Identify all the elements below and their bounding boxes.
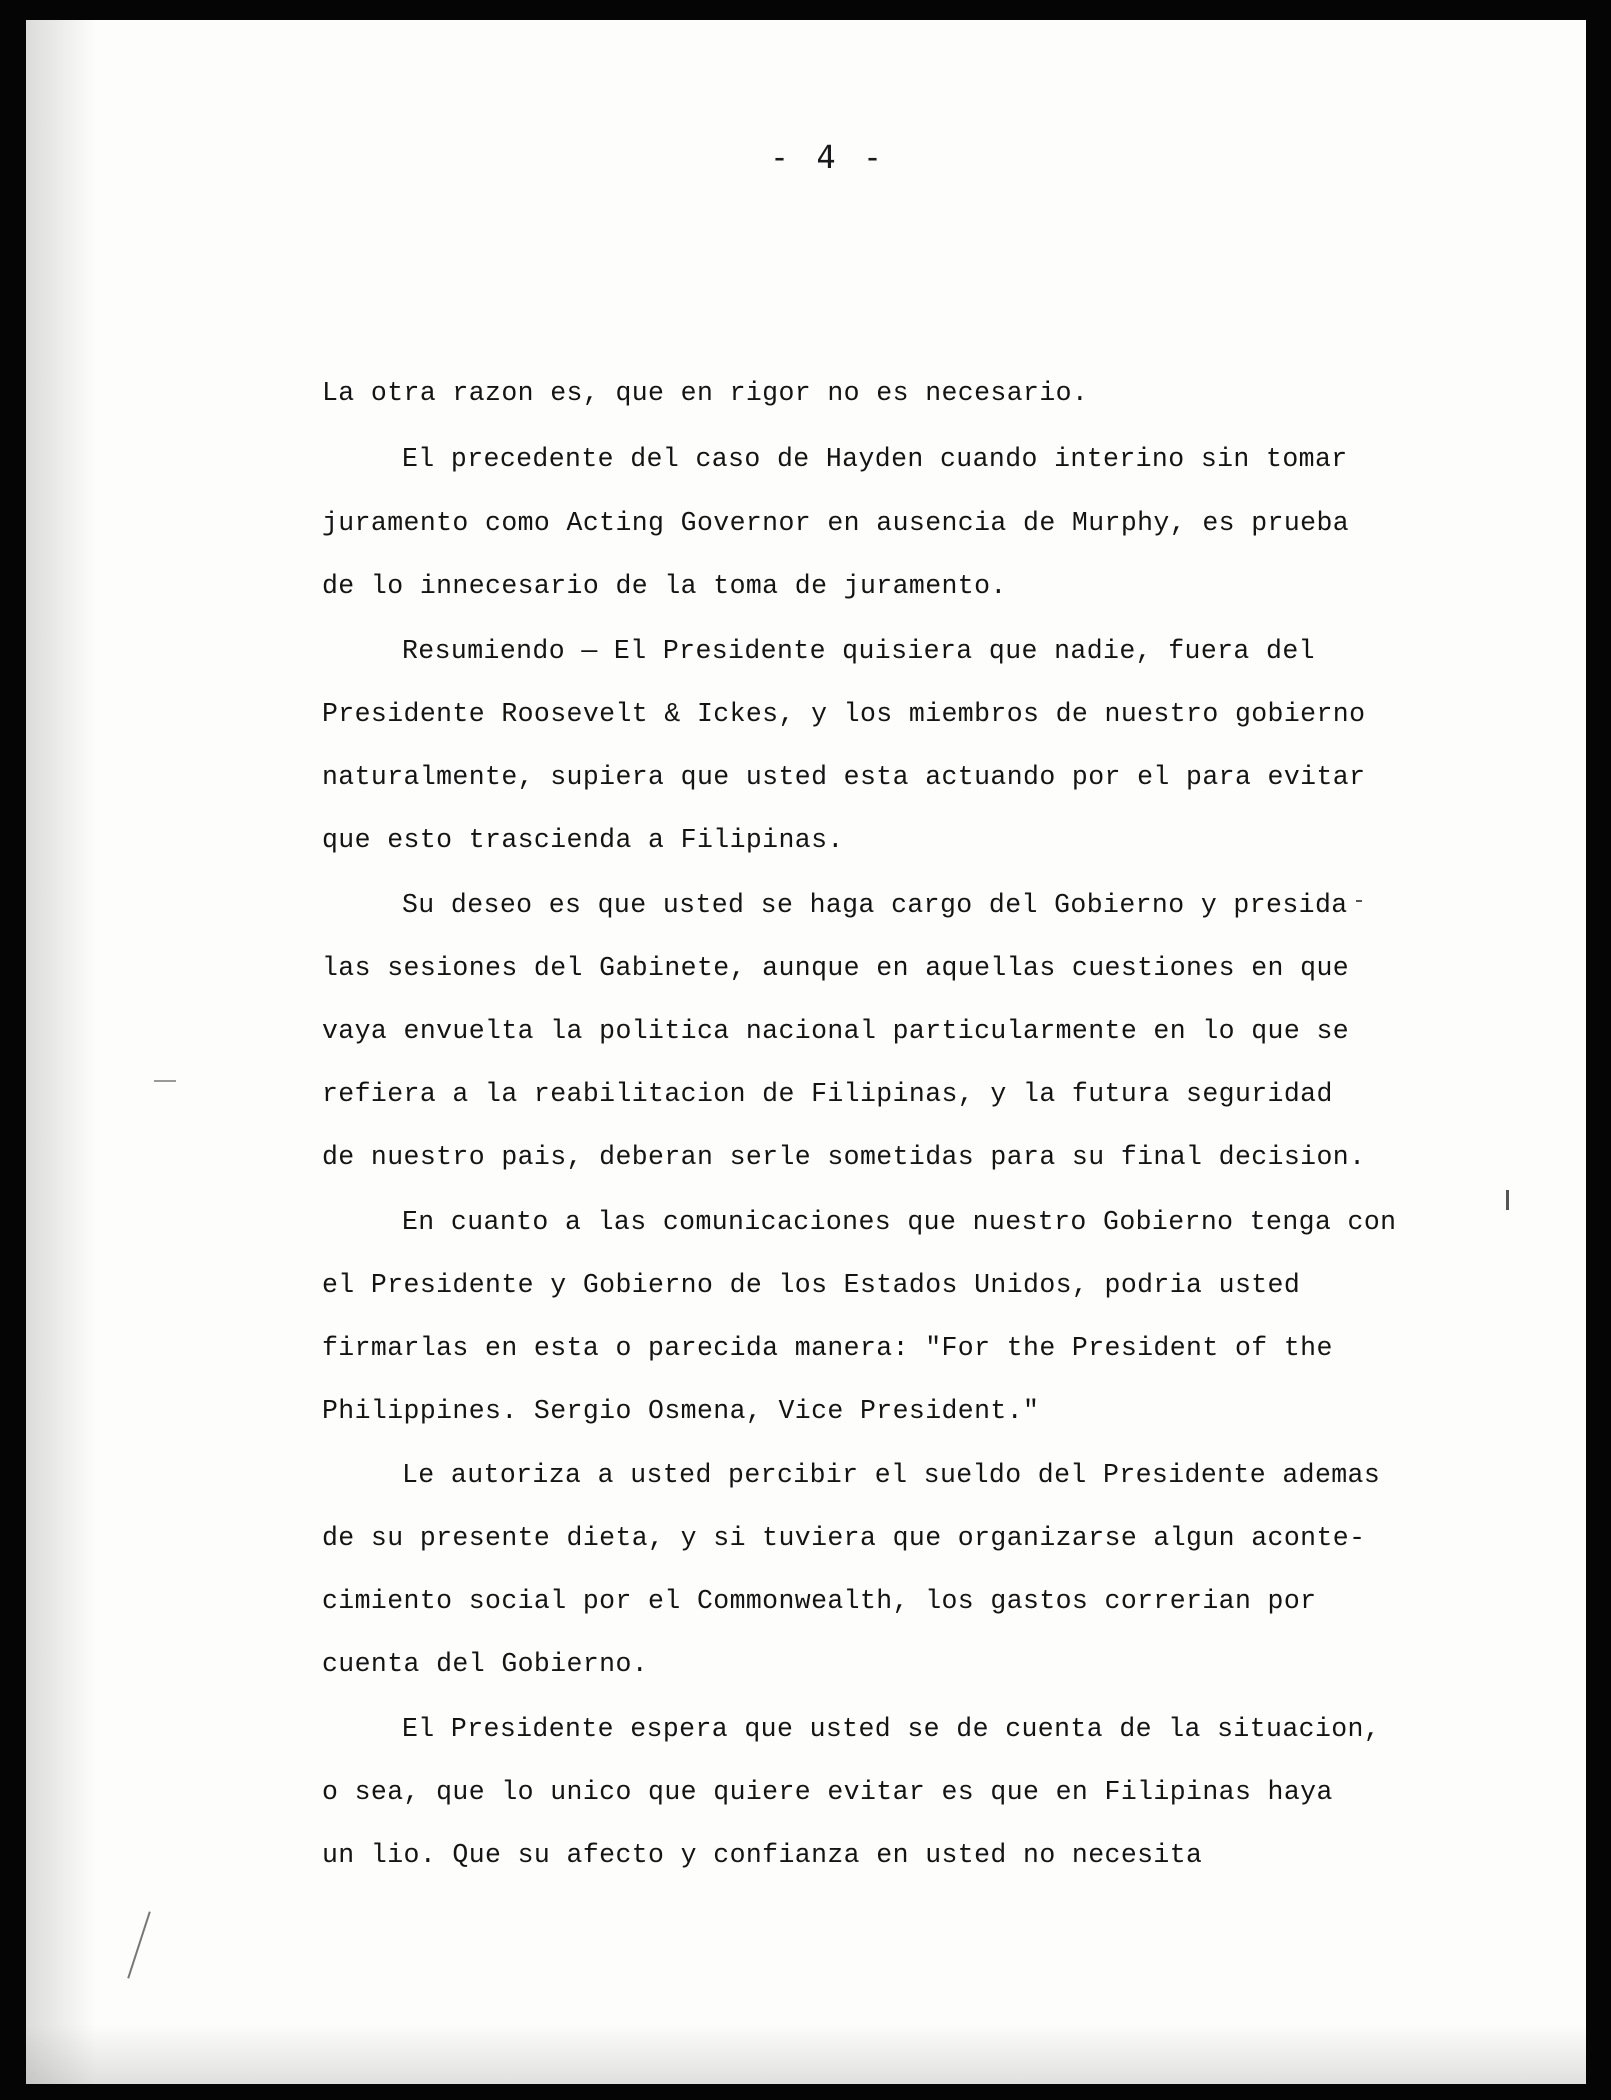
text-line: de su presente dieta, y si tuviera que organizarse algun aconte- — [322, 1523, 1366, 1553]
text-line: En cuanto a las comunicaciones que nuestro Gobierno tenga con — [402, 1207, 1397, 1237]
text-line: cimiento social por el Commonwealth, los gastos correrian por — [322, 1586, 1317, 1616]
text-line: El precedente del caso de Hayden cuando interino sin tomar — [402, 444, 1348, 474]
text-line: un lio. Que su afecto y confianza en usted no necesita — [322, 1840, 1203, 1870]
text-line: el Presidente y Gobierno de los Estados Unidos, podria usted — [322, 1270, 1301, 1300]
text-line: de nuestro pais, deberan serle sometidas para su final decision. — [322, 1142, 1366, 1172]
text-line: Resumiendo — El Presidente quisiera que nadie, fuera del — [402, 636, 1315, 666]
text-line: Le autoriza a usted percibir el sueldo del Presidente ademas — [402, 1460, 1381, 1490]
text-line: naturalmente, supiera que usted esta actuando por el para evitar — [322, 762, 1366, 792]
text-line: de lo innecesario de la toma de juramento. — [322, 571, 1007, 601]
text-line: Philippines. Sergio Osmena, Vice President." — [322, 1396, 1040, 1426]
text-line: refiera a la reabilitacion de Filipinas, y la futura seguridad — [322, 1079, 1333, 1109]
scan-speck — [154, 1080, 176, 1082]
scan-shadow — [26, 20, 96, 2084]
scan-speck — [1356, 900, 1362, 902]
document-page — [26, 20, 1586, 2084]
scan-speck — [127, 1911, 151, 1978]
text-line: El Presidente espera que usted se de cuenta de la situacion, — [402, 1714, 1381, 1744]
text-line: La otra razon es, que en rigor no es necesario. — [322, 378, 1089, 408]
text-line: o sea, que lo unico que quiere evitar es que en Filipinas haya — [322, 1777, 1333, 1807]
scan-speck — [1506, 1190, 1509, 1210]
text-line: las sesiones del Gabinete, aunque en aquellas cuestiones en que — [322, 953, 1350, 983]
page-number: - 4 - — [769, 138, 887, 176]
scan-shadow-bottom — [26, 2024, 1586, 2084]
text-line: firmarlas en esta o parecida manera: "For the President of the — [322, 1333, 1333, 1363]
text-line: vaya envuelta la politica nacional particularmente en lo que se — [322, 1016, 1350, 1046]
text-line: que esto trascienda a Filipinas. — [322, 825, 844, 855]
text-line: cuenta del Gobierno. — [322, 1649, 649, 1679]
text-line: Su deseo es que usted se haga cargo del Gobierno y presida — [402, 890, 1348, 920]
text-line: juramento como Acting Governor en ausencia de Murphy, es prueba — [322, 508, 1350, 538]
text-line: Presidente Roosevelt & Ickes, y los miembros de nuestro gobierno — [322, 699, 1366, 729]
